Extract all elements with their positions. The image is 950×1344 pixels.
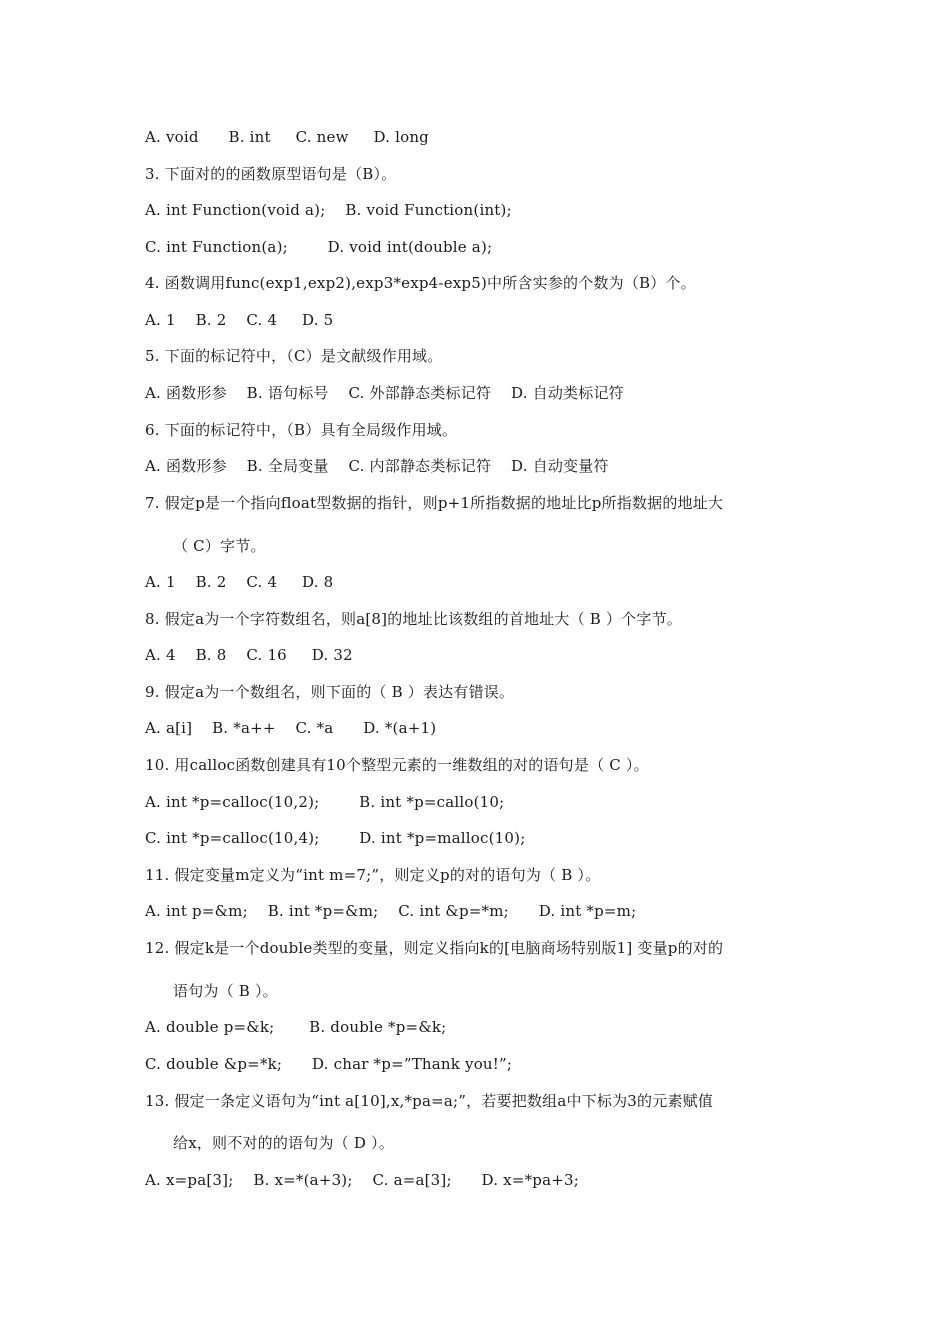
question-3-stem: 3. 下面对的的函数原型语句是（B）。 <box>145 165 397 183</box>
question-13-stem-continued: 给x，则不对的的语句为（ D ）。 <box>173 1134 394 1152</box>
question-2-options: A. void B. int C. new D. long <box>145 128 429 146</box>
question-12-stem-continued: 语句为（ B ）。 <box>173 982 278 1000</box>
question-10-options-cd: C. int *p=calloc(10,4); D. int *p=malloc(10); <box>145 829 526 847</box>
question-7-options: A. 1 B. 2 C. 4 D. 8 <box>145 573 334 591</box>
question-6-options: A. 函数形参 B. 全局变量 C. 内部静态类标记符 D. 自动变量符 <box>145 457 609 475</box>
question-3-options-ab: A. int Function(void a); B. void Function(int); <box>145 201 512 219</box>
question-8-options: A. 4 B. 8 C. 16 D. 32 <box>145 646 353 664</box>
question-10-stem: 10. 用calloc函数创建具有10个整型元素的一维数组的对的语句是（ C ）。 <box>145 756 649 774</box>
question-9-options: A. a[i] B. *a++ C. *a D. *(a+1) <box>145 719 437 737</box>
question-8-stem: 8. 假定a为一个字符数组名，则a[8]的地址比该数组的首地址大（ B ）个字节。 <box>145 610 682 628</box>
question-7-stem: 7. 假定p是一个指向float型数据的指针，则p+1所指数据的地址比p所指数据的地址大 <box>145 494 724 512</box>
question-13-stem: 13. 假定一条定义语句为“int a[10],x,*pa=a;”，若要把数组a中下标为3的元素赋值 <box>145 1092 714 1110</box>
question-4-stem: 4. 函数调用func(exp1,exp2),exp3*exp4-exp5)中所含实参的个数为（B）个。 <box>145 274 696 292</box>
question-11-stem: 11. 假定变量m定义为“int m=7;”，则定义p的对的语句为（ B ）。 <box>145 866 601 884</box>
question-9-stem: 9. 假定a为一个数组名，则下面的（ B ）表达有错误。 <box>145 683 515 701</box>
question-12-options-ab: A. double p=&k; B. double *p=&k; <box>145 1018 447 1036</box>
question-13-options: A. x=pa[3]; B. x=*(a+3); C. a=a[3]; D. x=*pa+3; <box>145 1171 579 1189</box>
question-5-stem: 5. 下面的标记符中，（C）是文献级作用域。 <box>145 347 443 365</box>
question-11-options: A. int p=&m; B. int *p=&m; C. int &p=*m; D. int *p=m; <box>145 902 637 920</box>
question-6-stem: 6. 下面的标记符中，（B）具有全局级作用域。 <box>145 421 458 439</box>
question-12-stem: 12. 假定k是一个double类型的变量，则定义指向k的[电脑商场特别版1] 变量p的对的 <box>145 939 724 957</box>
question-7-stem-continued: （ C）字节。 <box>173 537 266 555</box>
question-3-options-cd: C. int Function(a); D. void int(double a); <box>145 238 493 256</box>
question-5-options: A. 函数形参 B. 语句标号 C. 外部静态类标记符 D. 自动类标记符 <box>145 384 624 402</box>
question-4-options: A. 1 B. 2 C. 4 D. 5 <box>145 311 334 329</box>
question-10-options-ab: A. int *p=calloc(10,2); B. int *p=callo(10; <box>145 793 505 811</box>
question-12-options-cd: C. double &p=*k; D. char *p=”Thank you!”; <box>145 1055 513 1073</box>
